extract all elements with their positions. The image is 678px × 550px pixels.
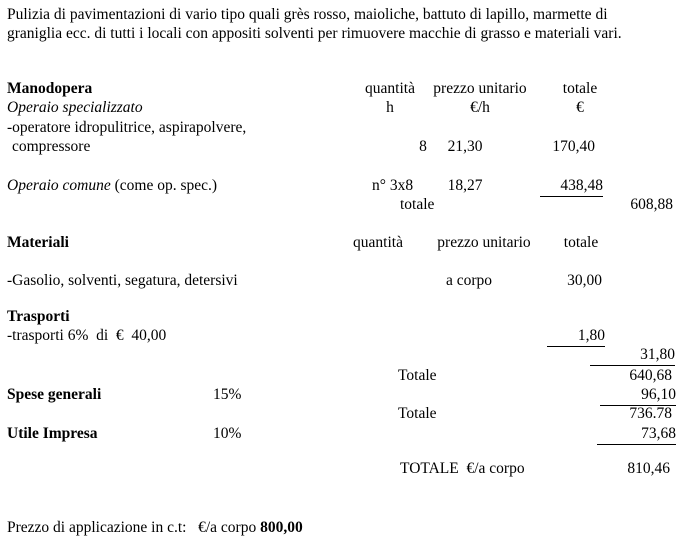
materiali-col-quantita: quantità [353, 234, 403, 251]
trasporti-title: Trasporti [7, 308, 70, 325]
application-price-value: 800,00 [260, 519, 303, 536]
utile-impresa-percent: 10% [213, 425, 242, 442]
manodopera-col-quantita: quantità [365, 80, 415, 97]
manodopera-subtotal-label: totale [400, 196, 435, 213]
operaio-comune-note: (come op. spec.) [110, 177, 218, 194]
manodopera-item1-totale: 170,40 [552, 138, 595, 155]
trasporti-carry-total: 31,80 [590, 345, 675, 366]
manodopera-item2-prezzo: 18,27 [447, 177, 483, 194]
description-line-1: Pulizia di pavimentazioni di vario tipo quali grès rosso, maioliche, battuto di lapillo, marmette di [7, 6, 608, 23]
manodopera-item1-prezzo: 21,30 [447, 138, 483, 155]
manodopera-item1-name-line2: compressore [12, 138, 91, 155]
trasporti-item1-name: -trasporti 6% di € 40,00 [7, 327, 167, 344]
manodopera-item2-totale: 438,48 [540, 176, 603, 197]
operaio-specializzato-label: Operaio specializzato [7, 99, 143, 116]
spese-generali-percent: 15% [213, 386, 242, 403]
utile-impresa-value: 73,68 [597, 424, 676, 445]
materiali-item1-totale: 30,00 [567, 272, 602, 289]
grand-total-value: 810,46 [627, 460, 670, 477]
summary-totale1-value: 640,68 [629, 367, 672, 384]
spese-generali-label: Spese generali [7, 386, 102, 403]
manodopera-unit-prezzo: €/h [470, 99, 490, 116]
manodopera-col-prezzo: prezzo unitario [433, 80, 527, 97]
materiali-col-totale: totale [563, 234, 599, 251]
application-price-line [7, 518, 303, 537]
utile-impresa-label: Utile Impresa [7, 425, 98, 442]
summary-totale1-label: Totale [398, 367, 437, 384]
manodopera-col-totale: totale [562, 80, 598, 97]
description-line-2: graniglia ecc. di tutti i locali con appositi solventi per rimuovere macchie di grasso e materiali vari. [7, 25, 622, 42]
manodopera-title: Manodopera [7, 80, 93, 97]
manodopera-unit-quantita: h [386, 99, 394, 116]
application-price-label: Prezzo di applicazione in c.t: €/a corpo [7, 519, 261, 536]
manodopera-unit-totale: € [576, 99, 584, 116]
manodopera-subtotal-value: 608,88 [630, 196, 673, 213]
grand-total-label: TOTALE €/a corpo [400, 460, 525, 477]
materiali-item1-prezzo: a corpo [445, 272, 493, 289]
spese-generali-value: 96,10 [600, 385, 676, 406]
manodopera-item2-quantita: n° 3x8 [372, 177, 414, 194]
materiali-col-prezzo: prezzo unitario [437, 234, 531, 251]
operaio-comune-label: Operaio comune [7, 177, 111, 194]
manodopera-item1-quantita: 8 [419, 138, 427, 155]
materiali-title: Materiali [7, 234, 69, 251]
materiali-item1-name: -Gasolio, solventi, segatura, detersivi [7, 272, 238, 289]
summary-totale2-label: Totale [398, 405, 437, 422]
trasporti-item1-totale: 1,80 [547, 326, 605, 347]
manodopera-item2-name [7, 176, 217, 195]
manodopera-item1-name-line1: -operatore idropulitrice, aspirapolvere, [7, 119, 247, 136]
summary-totale2-value: 736.78 [629, 405, 672, 422]
